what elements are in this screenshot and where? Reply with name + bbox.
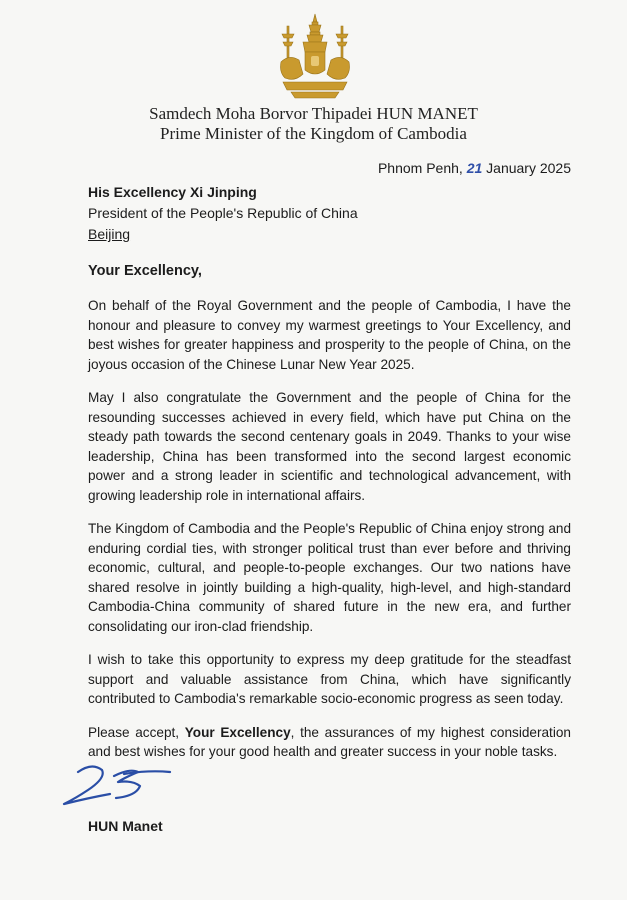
recipient-name: His Excellency Xi Jinping xyxy=(88,184,257,200)
recipient-city: Beijing xyxy=(88,226,131,242)
paragraph: The Kingdom of Cambodia and the People's Republic of China enjoy strong and enduring cordial ties, with stronger political trust than ever before and thriving economic, cultural, and people-to-people exchanges. Our two nations have shared resolve in jointly building a high-quality, high-level, and high-standard Cambodia-China community of shared future in the new era, and further consolidating our iron-clad friendship. xyxy=(88,521,571,634)
paragraph: On behalf of the Royal Government and the people of Cambodia, I have the honour and pleasure to convey my warmest greetings to Your Excellency, and best wishes for greater happiness and prosperity to the people of China, on the joyous occasion of the Chinese Lunar New Year 2025. xyxy=(88,298,571,372)
royal-crest-icon xyxy=(273,12,357,104)
date-day: 21 xyxy=(466,160,483,176)
letter-body xyxy=(88,296,571,776)
closing-after: , the assurances of my highest consideration and best wishes for your good health and greater success in your noble tasks. xyxy=(88,724,571,759)
signer-name: HUN Manet xyxy=(88,818,163,834)
sender-title: Prime Minister of the Kingdom of Cambodia xyxy=(160,124,467,143)
closing-paragraph xyxy=(88,723,571,762)
date-place: Phnom Penh, xyxy=(377,160,463,176)
paragraph: I wish to take this opportunity to express my deep gratitude for the steadfast support and valuable assistance from China, which have significantly contributed to Cambodia's remarkable socio-economic progress as seen today. xyxy=(88,652,571,706)
dateline xyxy=(378,160,571,176)
closing-emphasis: Your Excellency xyxy=(184,724,291,740)
closing-before: Please accept, xyxy=(88,724,185,740)
paragraph: May I also congratulate the Government and the people of China for the resounding successes achieved in every field, which have put China on the steady path towards the second centenary goals in 2049. Thanks to your wise leadership, China has been transformed into the second largest economic power and a strong leader in scientific and technological advancement, with growing leadership role in international affairs. xyxy=(88,390,571,503)
recipient-title: President of the People's Republic of China xyxy=(88,205,358,221)
sender-name: Samdech Moha Borvor Thipadei HUN MANET xyxy=(149,104,478,123)
handwritten-signature-icon xyxy=(58,758,188,810)
date-month-year: January 2025 xyxy=(486,160,571,176)
salutation: Your Excellency, xyxy=(88,263,202,279)
